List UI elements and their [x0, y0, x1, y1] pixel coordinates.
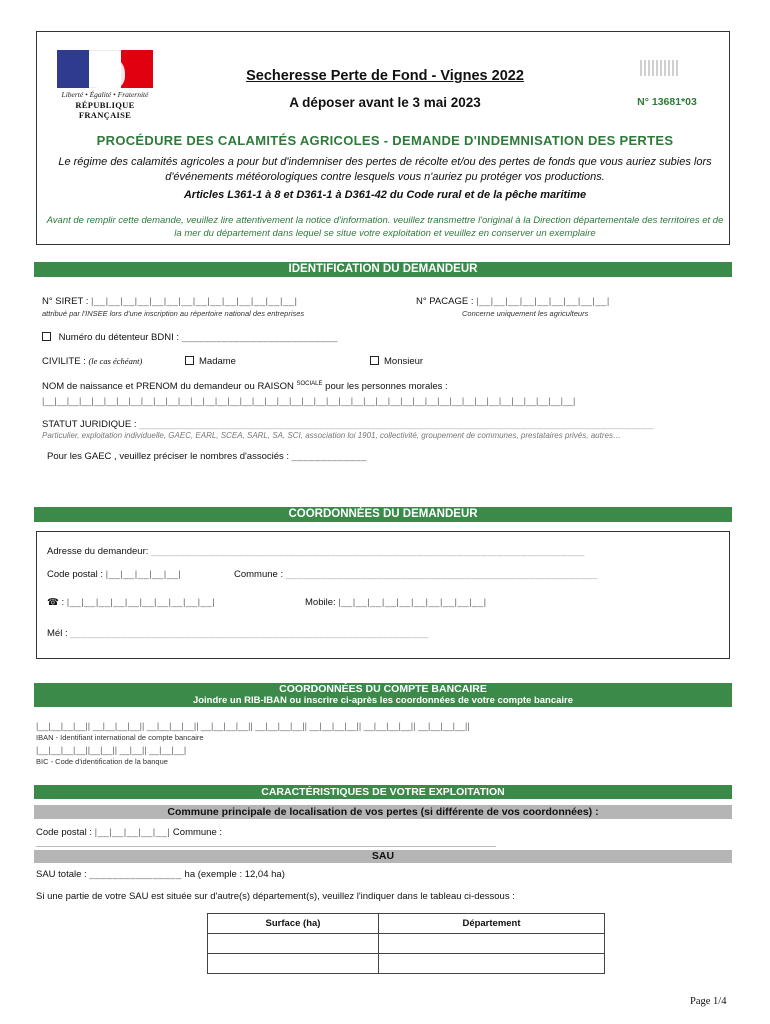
republique-francaise-logo [50, 46, 160, 120]
cp-row [47, 569, 181, 580]
pacage-note: Concerne uniquement les agriculteurs [462, 309, 589, 318]
nom-label-row [42, 381, 448, 392]
commune-input[interactable]: ______________________________________________________ [285, 569, 599, 580]
cerfa-logo-icon [640, 60, 678, 76]
pacage-label: N° PACAGE : [416, 296, 474, 307]
notice-text: Avant de remplir cette demande, veuillez lire attentivement la notice d'information. veuillez transmettre l'original à la Direction départementale des territoires et de la mer du département dans lequel se situe votre exploitation et veuillez en conserver un exemplaire [46, 215, 724, 239]
gaec-input[interactable]: _____________ [291, 451, 367, 462]
exploit-cp-label: Code postal : [36, 827, 92, 838]
intro-text: Le régime des calamités agricoles a pour but d'indemniser des pertes de récolte et/ou des pertes de fonds que vous auriez subies lors d'événements météorologiques contre lesquels vous n'auriez pu protéger vos productions. [58, 156, 712, 183]
sau-table [207, 913, 605, 974]
statut-row [42, 419, 654, 430]
departement-cell[interactable] [379, 934, 605, 954]
other-dept-text: Si une partie de votre SAU est située sur d'autre(s) département(s), veuillez l'indiquer dans le tableau ci-dessous : [36, 891, 515, 902]
bancaire-title: COORDONNÉES DU COMPTE BANCAIRE [279, 683, 487, 695]
table-header-row [208, 914, 605, 934]
statut-label: STATUT JURIDIQUE : [42, 419, 137, 430]
mel-row [47, 628, 429, 639]
madame-option[interactable] [185, 356, 236, 367]
exploitation-band: CARACTÉRISTIQUES DE VOTRE EXPLOITATION [34, 785, 732, 799]
siret-row [42, 296, 297, 307]
iban-input[interactable]: |__|__|__|__|| __|__|__|__|| __|__|__|__|| __|__|__|__|| __|__|__|__|| __|__|__|__|| __|__|__|__|| __|__|__|__|| [36, 721, 470, 731]
devise-text: Liberté • Égalité • Fraternité [61, 90, 149, 99]
iban-label: IBAN - Identifiant international de compte bancaire [36, 733, 204, 742]
departement-header: Département [379, 914, 605, 934]
bancaire-band [34, 683, 732, 707]
monsieur-option[interactable] [370, 356, 423, 367]
sau-row [36, 869, 285, 880]
siret-note: attribué par l'INSEE lors d'une inscription au répertoire national des entreprises [42, 309, 305, 318]
mel-label: Mél : [47, 628, 68, 639]
coordonnees-band: COORDONNÉES DU DEMANDEUR [34, 507, 732, 522]
page-number: Page 1/4 [690, 996, 727, 1007]
monsieur-checkbox[interactable] [370, 356, 379, 365]
bic-input[interactable]: |__|__|__|__||__|__|| __|__|| __|__|__| [36, 745, 187, 755]
monsieur-label: Monsieur [384, 356, 424, 367]
pacage-input[interactable]: |__|__|__|__|__|__|__|__|__| [476, 296, 610, 307]
commune-label: Commune : [234, 569, 284, 580]
table-row [208, 954, 605, 974]
phone-row [47, 597, 215, 608]
table-row [208, 934, 605, 954]
statut-note: Particulier, exploitation individuelle, GAEC, EARL, SCEA, SARL, SA, SCI, association loi 1901, collectivité, groupement de communes, prestataires privés, autres… [42, 431, 621, 440]
adresse-label: Adresse du demandeur: [47, 546, 149, 557]
mobile-label: Mobile: [305, 597, 336, 608]
siret-input[interactable]: |__|__|__|__|__|__|__|__|__|__|__|__|__|__| [91, 296, 298, 307]
bdni-input[interactable]: ___________________________ [181, 332, 338, 343]
republique-text: RÉPUBLIQUE FRANÇAISE [75, 100, 135, 120]
statut-input[interactable]: _________________________________________________________________________________________ [139, 419, 654, 430]
exploit-commune-label: Commune : [172, 827, 223, 838]
nom-suffix: pour les personnes morales : [325, 381, 448, 393]
civilite-label: CIVILITE : [42, 356, 86, 367]
deadline-text: A déposer avant le 3 mai 2023 [289, 95, 481, 110]
phone-icon: ☎ [47, 597, 59, 608]
sau-input[interactable]: ________________ [89, 869, 182, 880]
nom-input[interactable]: |__|__|__|__|__|__|__|__|__|__|__|__|__|__|__|__|__|__|__|__|__|__|__|__|__|__|__|__|__|__|__|__|__|__|__|__|__|__|__|__|__|__|__| [42, 396, 576, 406]
civilite-note: (le cas échéant) [88, 356, 143, 366]
adresse-input[interactable]: ___________________________________________________________________________ [151, 546, 585, 557]
phone-sep: : [61, 597, 65, 608]
nom-label: NOM de naissance et PRENOM du demandeur ou RAISON [42, 381, 294, 393]
bdni-checkbox[interactable] [42, 332, 51, 341]
surface-header: Surface (ha) [208, 914, 379, 934]
cp-label: Code postal : [47, 569, 103, 580]
phone-input[interactable]: |__|__|__|__|__|__|__|__|__|__| [66, 597, 216, 608]
bdni-label: Numéro du détenteur BDNI : [58, 332, 180, 343]
cp-input[interactable]: |__|__|__|__|__| [105, 569, 182, 580]
gaec-label: Pour les GAEC , veuillez préciser le nombres d'associés : [47, 451, 290, 462]
page-title: Secheresse Perte de Fond - Vignes 2022 [246, 68, 524, 84]
sau-unit: ha (exemple : 12,04 ha) [184, 869, 285, 880]
mobile-row [305, 597, 487, 608]
surface-cell[interactable] [208, 934, 379, 954]
sau-label: SAU totale : [36, 869, 87, 880]
bic-label: BIC - Code d'identification de la banque [36, 757, 168, 766]
departement-cell[interactable] [379, 954, 605, 974]
siret-label: N° SIRET : [42, 296, 89, 307]
articles-text: Articles L361-1 à 8 et D361-1 à D361-42 du Code rural et de la pêche maritime [183, 189, 587, 201]
flag-icon [57, 50, 153, 88]
surface-cell[interactable] [208, 954, 379, 974]
exploit-cp-input[interactable]: |__|__|__|__|__| [94, 827, 171, 838]
bdni-row [42, 332, 338, 343]
mobile-input[interactable]: |__|__|__|__|__|__|__|__|__|__| [338, 597, 487, 608]
cerfa-number: N° 13681*03 [637, 96, 697, 108]
exploit-cp-row [36, 827, 222, 838]
commune-principale-band: Commune principale de localisation de vos pertes (si différente de vos coordonnées) : [34, 805, 732, 819]
pacage-row [416, 296, 610, 307]
civilite-row [42, 356, 142, 367]
madame-label: Madame [199, 356, 236, 367]
exploit-commune-line[interactable] [36, 846, 496, 847]
commune-row [234, 569, 598, 580]
sau-band: SAU [34, 850, 732, 863]
gaec-row [47, 451, 367, 462]
madame-checkbox[interactable] [185, 356, 194, 365]
adresse-row [47, 546, 585, 557]
mel-input[interactable]: ______________________________________________________________ [70, 628, 429, 639]
procedure-title: PROCÉDURE DES CALAMITÉS AGRICOLES - DEMANDE D'INDEMNISATION DES PERTES [96, 133, 674, 148]
bancaire-subtitle: Joindre un RIB-IBAN ou inscrire ci-après les coordonnées de votre compte bancaire [192, 695, 574, 706]
nom-sociale: SOCIALE [296, 381, 323, 387]
identification-band: IDENTIFICATION DU DEMANDEUR [34, 262, 732, 277]
